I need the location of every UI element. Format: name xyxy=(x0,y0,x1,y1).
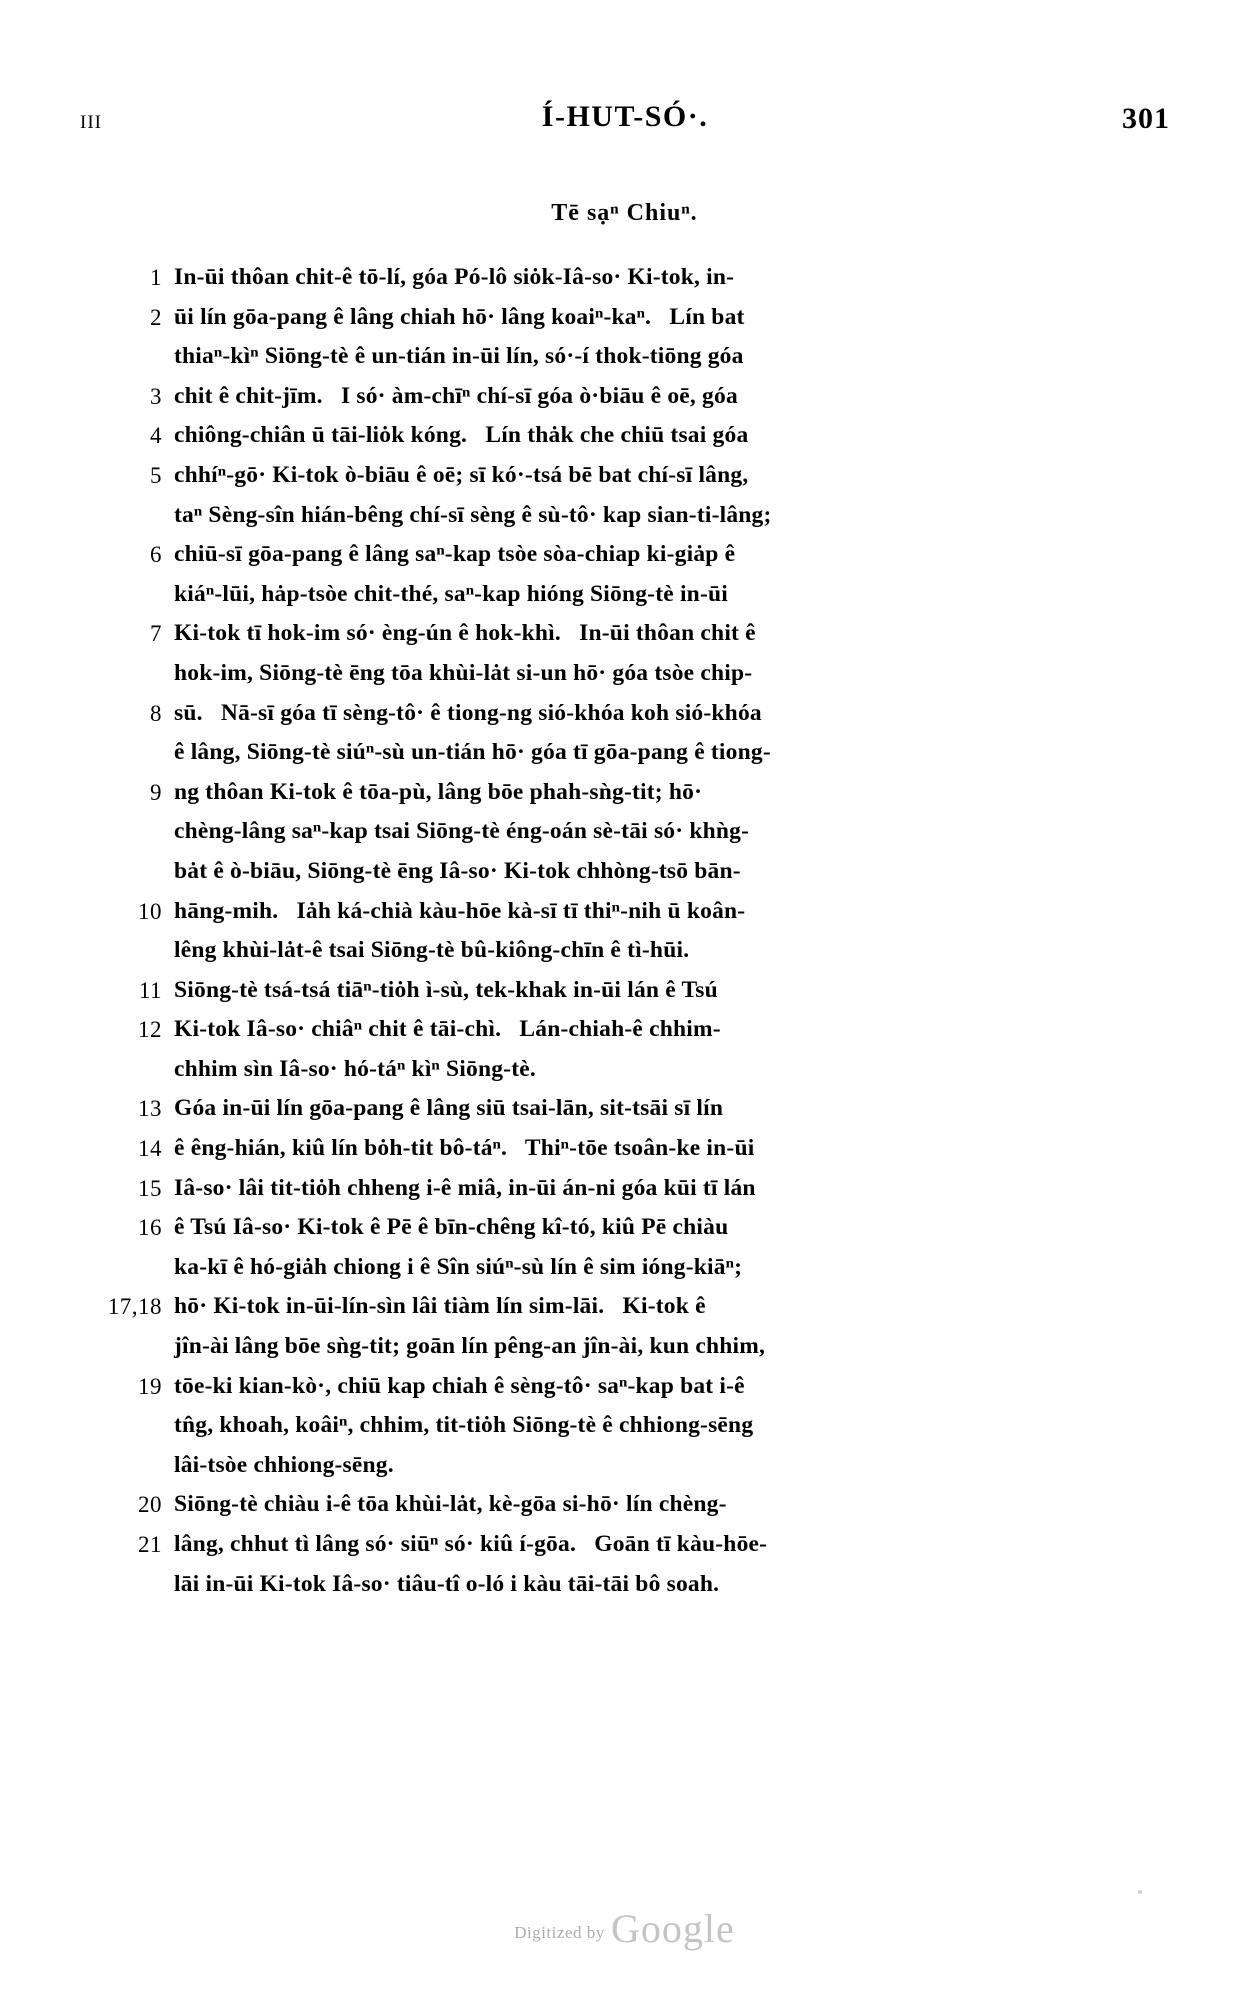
line-text: Siōng-tè tsá-tsá tiāⁿ-tiȯh ì-sù, tek-khak in-ūi lán ê Tsú xyxy=(174,976,718,1003)
text-line xyxy=(100,337,1155,377)
line-text: tōe-ki kian-kò·, chiū kap chiah ê sèng-tô· saⁿ-kap bat i-ê xyxy=(174,1372,745,1399)
text-line xyxy=(100,416,1155,456)
text-line xyxy=(100,1485,1155,1525)
line-text: ūi lín gōa-pang ê lâng chiah hō· lâng koaiⁿ-kaⁿ. Lín bat xyxy=(174,303,745,330)
verse-number: 13 xyxy=(138,1096,162,1122)
text-line xyxy=(100,1010,1155,1050)
line-text: Ki-tok tī hok-im só· èng-ún ê hok-khì. In-ūi thôan chit ê xyxy=(174,620,756,647)
google-wordmark: Google xyxy=(611,1906,735,1951)
text-line xyxy=(100,1406,1155,1446)
text-line xyxy=(100,377,1155,417)
verse-number: 12 xyxy=(138,1017,162,1043)
digitized-watermark xyxy=(0,1905,1249,1952)
line-text: tn̂g, khoah, koâiⁿ, chhim, tit-tiȯh Siōng-tè ê chhiong-sēng xyxy=(174,1412,754,1439)
verse-number: 15 xyxy=(138,1175,162,1201)
verse-number: 11 xyxy=(138,977,162,1003)
line-text: chhíⁿ-gō· Ki-tok ò-biāu ê oē; sī kó·-tsá bē bat chí-sī lâng, xyxy=(174,461,749,488)
text-line xyxy=(100,1050,1155,1090)
page-title: Í-HUT-SÓ·. xyxy=(541,100,709,133)
line-text: Siōng-tè chiàu i-ê tōa khùi-lȧt, kè-gōa si-hō· lín chèng- xyxy=(174,1491,727,1518)
line-text: In-ūi thôan chit-ê tō-lí, góa Pó-lô siȯk-Iâ-so· Ki-tok, in- xyxy=(174,264,735,290)
text-line xyxy=(100,694,1155,734)
verse-number: 1 xyxy=(150,265,162,290)
text-line xyxy=(100,1604,1155,1644)
line-text: hō· Ki-tok in-ūi-lín-sìn lâi tiàm lín sim-lāi. Ki-tok ê xyxy=(174,1293,706,1320)
text-line xyxy=(100,1089,1155,1129)
text-line xyxy=(100,575,1155,615)
digitized-by-label: Digitized by xyxy=(514,1923,605,1942)
line-text: sū. Nā-sī góa tī sèng-tô· ê tiong-ng sió-khóa koh sió-khóa xyxy=(174,699,762,726)
line-text: Ki-tok Iâ-so· chiâⁿ chit ê tāi-chì. Lán-chiah-ê chhim- xyxy=(174,1016,721,1043)
verse-number: 5 xyxy=(150,462,162,488)
verse-number: 20 xyxy=(138,1492,162,1518)
line-text: chiū-sī gōa-pang ê lâng saⁿ-kap tsòe sòa-chiap ki-giȧp ê xyxy=(174,541,736,568)
verse-number: 21 xyxy=(138,1532,162,1557)
verse-number: 7 xyxy=(150,621,162,647)
text-line xyxy=(100,773,1155,813)
line-text: ê êng-hián, kiû lín bȯh-tit bô-táⁿ. Thiⁿ-tōe tsoân-ke in-ūi xyxy=(174,1135,755,1162)
line-text: thiaⁿ-kìⁿ Siōng-tè ê un-tián in-ūi lín, só·-í thok-tiōng góa xyxy=(174,343,744,370)
text-line xyxy=(100,1525,1155,1565)
text-line xyxy=(100,1208,1155,1248)
chapter-heading: Tē sạⁿ Chiuⁿ. xyxy=(551,200,698,226)
text-line xyxy=(100,892,1155,932)
text-line xyxy=(100,1367,1155,1407)
line-text: Góa in-ūi lín gōa-pang ê lâng siū tsai-lān, sit-tsāi sī lín xyxy=(174,1095,724,1122)
verse-number: 6 xyxy=(150,542,162,568)
text-line xyxy=(100,496,1155,536)
text-line xyxy=(100,852,1155,892)
line-text: ka-kī ê hó-giȧh chiong i ê Sîn siúⁿ-sù lín ê sim ióng-kiāⁿ; xyxy=(174,1253,743,1280)
text-line xyxy=(100,971,1155,1011)
line-text: lêng khùi-lȧt-ê tsai Siōng-tè bû-kiông-chīn ê tì-hūi. xyxy=(174,937,690,964)
line-text: jîn-ài lâng bōe sǹg-tit; goān lín pêng-an jîn-ài, kun chhim, xyxy=(174,1333,766,1360)
page-number: 301 xyxy=(1122,102,1170,135)
verse-number: 17,18 xyxy=(107,1294,162,1320)
page-speck xyxy=(1138,1890,1142,1894)
verse-number: 19 xyxy=(138,1373,162,1399)
text-line xyxy=(100,1169,1155,1209)
verse-number: 14 xyxy=(138,1136,162,1162)
verse-number: 10 xyxy=(138,898,162,924)
verse-number: 4 xyxy=(150,423,162,449)
text-line xyxy=(100,733,1155,773)
line-text: chhim sìn Iâ-so· hó-táⁿ kìⁿ Siōng-tè. xyxy=(174,1055,536,1082)
line-text: hok-im, Siōng-tè ēng tōa khùi-lȧt si-un hō· góa tsòe chip- xyxy=(174,659,753,686)
text-line xyxy=(100,614,1155,654)
line-text: chiông-chiân ū tāi-liȯk kóng. Lín thȧk che chiū tsai góa xyxy=(174,422,749,449)
verse-number: 3 xyxy=(150,383,162,409)
text-line xyxy=(100,1446,1155,1486)
text-line xyxy=(100,258,1155,298)
line-text: Iâ-so· lâi tit-tiȯh chheng i-ê miâ, in-ūi án-ni góa kūi tī lán xyxy=(174,1174,756,1201)
text-line xyxy=(100,535,1155,575)
body-text xyxy=(100,258,1155,1644)
verse-number: 16 xyxy=(138,1215,162,1241)
line-text: chit ê chit-jīm. I só· àm-chīⁿ chí-sī góa ò·biāu ê oē, góa xyxy=(174,382,738,409)
text-line xyxy=(100,1129,1155,1169)
text-line xyxy=(100,1565,1155,1605)
verse-number: 9 xyxy=(150,779,162,805)
verse-number: 2 xyxy=(150,304,162,330)
text-line xyxy=(100,1327,1155,1367)
text-line xyxy=(100,1248,1155,1288)
line-text: chèng-lâng saⁿ-kap tsai Siōng-tè éng-oán sè-tāi só· khǹg- xyxy=(174,818,750,845)
line-text: lāi in-ūi Ki-tok Iâ-so· tiâu-tî o-ló i kàu tāi-tāi bô soah. xyxy=(174,1570,720,1597)
line-text: taⁿ Sèng-sîn hián-bêng chí-sī sèng ê sù-tô· kap sian-ti-lâng; xyxy=(174,501,772,528)
text-line xyxy=(100,298,1155,338)
line-text: hāng-mih. Iȧh ká-chià kàu-hōe kà-sī tī thiⁿ-nih ū koân- xyxy=(174,897,746,924)
text-line xyxy=(100,456,1155,496)
header-left-mark: III xyxy=(80,112,102,133)
page-header xyxy=(80,100,1170,140)
text-line xyxy=(100,1287,1155,1327)
line-text: kiáⁿ-lūi, hȧp-tsòe chit-thé, saⁿ-kap hióng Siōng-tè in-ūi xyxy=(174,580,728,607)
text-line xyxy=(100,931,1155,971)
verse-number: 8 xyxy=(150,700,162,726)
line-text: lâng, chhut tì lâng só· siūⁿ só· kiû í-gōa. Goān tī kàu-hōe- xyxy=(174,1531,768,1557)
text-line xyxy=(100,812,1155,852)
line-text: ng thôan Ki-tok ê tōa-pù, lâng bōe phah-sǹg-tit; hō· xyxy=(174,778,703,805)
line-text: lâi-tsòe chhiong-sēng. xyxy=(174,1451,394,1478)
line-text: ê lâng, Siōng-tè siúⁿ-sù un-tián hō· góa tī gōa-pang ê tiong- xyxy=(174,739,771,766)
line-text: ê Tsú Iâ-so· Ki-tok ê Pē ê bīn-chêng kî-tó, kiû Pē chiàu xyxy=(174,1214,729,1241)
line-text: bȧt ê ò-biāu, Siōng-tè ēng Iâ-so· Ki-tok chhòng-tsō bān- xyxy=(174,857,741,884)
text-line xyxy=(100,654,1155,694)
